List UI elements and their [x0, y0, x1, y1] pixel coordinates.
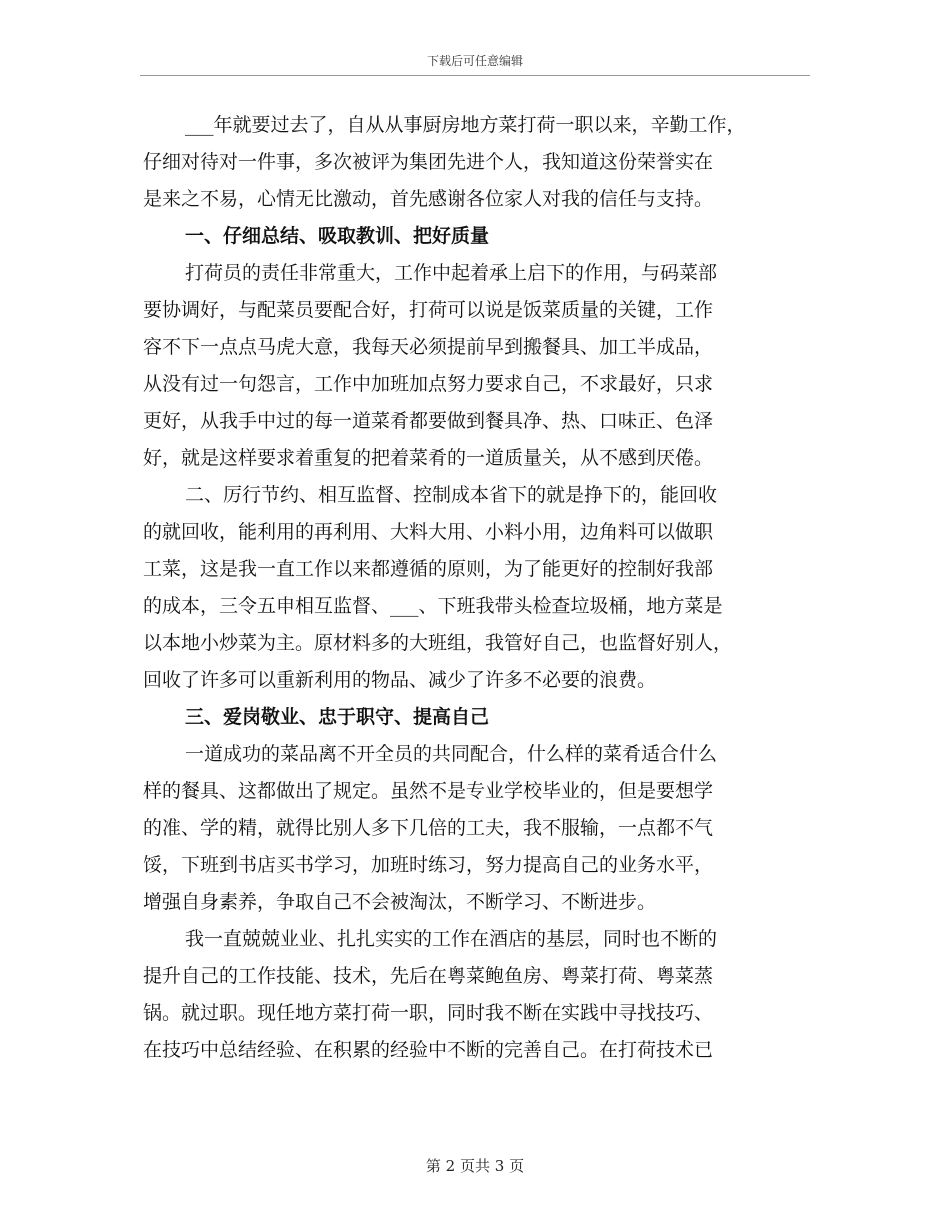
section-heading	[143, 699, 823, 736]
text-line: 的成本，三令五申相互监督、___、下班我带头检查垃圾桶，地方菜是	[143, 595, 723, 617]
text-line: 增强自身素养，争取自己不会被淘汰，不断学习、不断进步。	[143, 891, 657, 913]
text-line: 一道成功的菜品离不开全员的共同配合，什么样的菜肴适合什么	[185, 743, 718, 765]
text-line: 回收了许多可以重新利用的物品、减少了许多不必要的浪费。	[143, 669, 657, 691]
text-line: 工菜，这是我一直工作以来都遵循的原则，为了能更好的控制好我部	[143, 558, 714, 580]
text-line: 样的餐具、这都做出了规定。虽然不是专业学校毕业的，但是要想学	[143, 780, 714, 802]
document-body	[143, 107, 823, 1069]
text-line: 在技巧中总结经验、在积累的经验中不断的完善自己。在打荷技术已	[143, 1039, 714, 1061]
text-line: 好，就是这样要求着重复的把着菜肴的一道质量关，从不感到厌倦。	[143, 447, 714, 469]
heading-line: 一、仔细总结、吸取教训、把好质量	[185, 225, 490, 247]
text-line: 的就回收，能利用的再利用、大料大用、小料小用，边角料可以做职	[143, 521, 714, 543]
paragraph	[143, 921, 823, 1069]
text-line: 是来之不易，心情无比激动，首先感谢各位家人对我的信任与支持。	[143, 188, 714, 210]
paragraph	[143, 255, 823, 477]
paragraph	[143, 477, 823, 699]
text-line: 馁，下班到书店买书学习，加班时练习，努力提高自己的业务水平，	[143, 854, 714, 876]
page-header: 下载后可任意编辑	[426, 54, 523, 68]
page-footer: 第 2 页共 3 页	[425, 1157, 525, 1175]
text-line: 的准、学的精，就得比别人多下几倍的工夫，我不服输，一点都不气	[143, 817, 714, 839]
header-rule	[140, 75, 810, 76]
heading-line: 三、爱岗敬业、忠于职守、提高自己	[185, 706, 490, 728]
section-heading	[143, 218, 823, 255]
paragraph	[143, 736, 823, 921]
text-line: 以本地小炒菜为主。原材料多的大班组，我管好自己，也监督好别人，	[143, 632, 733, 654]
text-line: 二、厉行节约、相互监督、控制成本省下的就是挣下的，能回收	[185, 484, 718, 506]
text-line: 从没有过一句怨言，工作中加班加点努力要求自己，不求最好，只求	[143, 373, 714, 395]
text-line: 要协调好，与配菜员要配合好，打荷可以说是饭菜质量的关键，工作	[143, 299, 714, 321]
text-line: 锅。就过职。现任地方菜打荷一职，同时我不断在实践中寻找技巧、	[143, 1002, 714, 1024]
text-line: 打荷员的责任非常重大，工作中起着承上启下的作用，与码菜部	[185, 262, 718, 284]
text-line: 我一直兢兢业业、扎扎实实的工作在酒店的基层，同时也不断的	[185, 928, 718, 950]
text-line: 提升自己的工作技能、技术，先后在粤菜鲍鱼房、粤菜打荷、粤菜蒸	[143, 965, 714, 987]
text-line: 更好，从我手中过的每一道菜肴都要做到餐具净、热、口味正、色泽	[143, 410, 714, 432]
text-line: 仔细对待对一件事，多次被评为集团先进个人，我知道这份荣誉实在	[143, 151, 714, 173]
text-line: ___年就要过去了，自从从事厨房地方菜打荷一职以来，辛勤工作，	[185, 114, 746, 136]
paragraph	[143, 107, 823, 218]
text-line: 容不下一点点马虎大意，我每天必须提前早到搬餐具、加工半成品，	[143, 336, 714, 358]
